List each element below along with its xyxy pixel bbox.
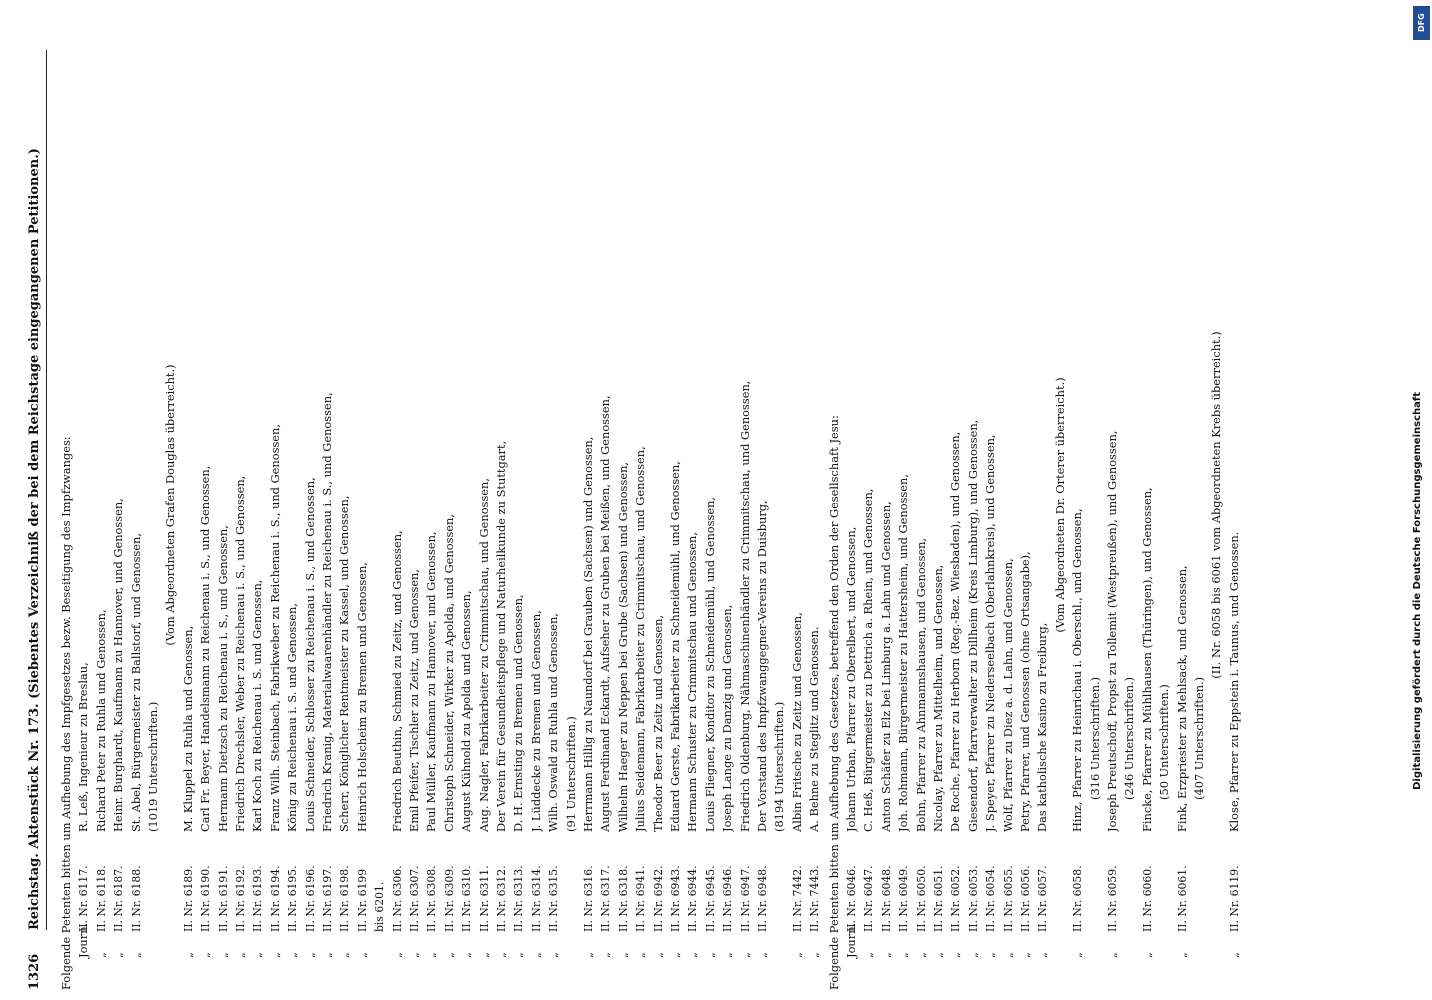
petitioner-text: Fink, Erzpriester zu Mehlsack, und Genossen, (1174, 565, 1189, 832)
petitioner-text: Aug. Nagler, Fabrikarbeiter zu Crimmitschau, und Genossen, (476, 478, 491, 832)
petition-entry (930, 10, 947, 1000)
petition-entry (878, 10, 895, 1000)
journal-marker: „ (1105, 952, 1119, 958)
submitted-by-note (1052, 10, 1069, 1000)
petitioner-text: Der Vorstand des Impfzwanggegner-Vereins zu Duisburg, (755, 500, 769, 832)
journal-number: II. Nr. 6943. (669, 865, 682, 932)
note-text: (II. Nr. 6058 bis 6061 vom Abgeordneten Krebs überreicht.) (1209, 331, 1224, 679)
journal-marker: „ (111, 952, 126, 958)
signature-count-text: (246 Unterschriften.) (1122, 676, 1137, 800)
petitioner-text: Joseph Preutschoff, Propst zu Tollemit (Westpreußen), und Genossen, (1105, 430, 1119, 832)
petitioner-text: J. Speyer, Pfarrer zu Niederseelbach (Oberlahnkreis), und Genossen, (983, 434, 998, 832)
petitioner-text: A. Behne zu Steglitz und Genossen. (807, 626, 822, 832)
petitioner-text: St. Abel, Bürgermeister zu Ballstorf, und Genossen, (128, 533, 143, 832)
journal-number: II. Nr. 6188. (129, 865, 143, 932)
petition-entry (702, 10, 719, 1000)
journal-number: II. Nr. 6315. (547, 865, 561, 932)
journal-number: II. Nr. 6195. (286, 865, 300, 932)
journal-marker: „ (598, 952, 613, 958)
petition-entry (895, 10, 912, 1000)
journal-marker: „ (896, 952, 911, 958)
petitioner-text: Heinr. Burghardt, Kaufmann zu Hannover, und Genossen, (111, 498, 126, 832)
petitioner-text: D. H. Ernsting zu Bremen und Genossen, (511, 594, 526, 832)
journal-number: II. Nr. 6196. (303, 865, 317, 932)
petition-entry (1139, 10, 1156, 1000)
signature-count-text: (91 Unterschriften.) (563, 716, 578, 832)
petition-entry (913, 10, 930, 1000)
petitioner-text: Hermann Schuster zu Crimmitschau und Genossen, (685, 532, 700, 832)
petitioner-text: König zu Reichenau i. S. und Genossen, (285, 603, 300, 832)
journal-number: II. Nr. 6055. (1001, 865, 1015, 932)
journal-marker: „ (267, 952, 282, 958)
journal-marker: „ (302, 952, 317, 958)
journal-number: II. Nr. 6192. (234, 865, 247, 932)
petitioner-text: Louis Schneider, Schlosser zu Reichenau i. S., und Genossen, (302, 477, 317, 832)
signature-count-text: (1019 Unterschriften.) (146, 701, 160, 832)
petitioner-text: Friedrich Drechsler, Weber zu Reichenau i. S., und Genossen, (233, 475, 247, 832)
journal-marker: „ (476, 952, 491, 958)
journal-number: II. Nr. 6056. (1019, 865, 1032, 932)
journal-number: II. Nr. 6118. (94, 865, 108, 932)
petition-entry (336, 10, 353, 1000)
petitioner-text: Das katholische Kasino zu Freiburg, (1035, 622, 1050, 832)
petitioner-text: Julius Seidemann, Fabrikarbeiter zu Crimmitschau, und Genossen, (633, 446, 648, 832)
petition-entry (684, 10, 701, 1000)
journal-number: II. Nr. 7442. (790, 865, 804, 932)
signature-count-text: (316 Unterschriften.) (1087, 676, 1102, 800)
journal-number: II. Nr. 6311. (477, 865, 491, 932)
journal-number: II. Nr. 6309. (442, 865, 456, 932)
journal-marker: „ (983, 952, 998, 958)
petitioner-text: Karl Koch zu Reichenau i. S. und Genossen, (250, 579, 265, 832)
petitioner-text: Friedrich Kranig, Materialwaarenhändler zu Reichenau i. S., und Genossen, (320, 392, 334, 832)
journal-number: II. Nr. 6316. (582, 865, 595, 932)
petitioner-text: Wilh. Oswald zu Ruhla und Genossen, (546, 613, 561, 832)
journal-number: II. Nr. 6942. (651, 865, 665, 932)
petition-entry (232, 10, 249, 1000)
journal-marker: „ (633, 952, 648, 958)
dfg-logo: DFG (1413, 6, 1430, 40)
journal-number: II. Nr. 6052. (949, 865, 963, 932)
signature-count (145, 10, 162, 1000)
petition-entry (545, 10, 562, 1000)
signature-count-text: (8194 Unterschriften.) (772, 701, 787, 832)
petitioner-text: R. Leß, Ingenieur zu Breslau, (76, 662, 91, 832)
petitioner-text: Herrmann Hillig zu Naundorf bei Grauben (Sachsen) und Genossen, (581, 436, 595, 832)
petitioner-text: Richard Peter zu Ruhla und Genossen, (93, 609, 108, 832)
submitted-by-note (1208, 10, 1225, 1000)
journal-marker: „ (511, 952, 526, 958)
petition-entry (843, 10, 860, 1000)
petition-entry (1000, 10, 1017, 1000)
signature-count (1156, 10, 1173, 1000)
section-intro (826, 10, 843, 1000)
journal-marker: „ (931, 952, 945, 958)
petitioner-text: Friedrich Oldenburg, Nähmaschinenhändler zu Crimmitschau, und Genossen, (737, 380, 752, 832)
page-header (26, 10, 43, 1000)
petition-entry (754, 10, 771, 1000)
journal-number: II. Nr. 6187. (112, 865, 126, 932)
journal-number: II. Nr. 6198. (338, 865, 352, 932)
journal-number: II. Nr. 6051. (932, 865, 945, 932)
journal-number: II. Nr. 6049. (897, 865, 911, 932)
journal-marker: „ (424, 952, 439, 958)
signature-count (563, 10, 580, 1000)
signature-count (1087, 10, 1104, 1000)
petition-entry (789, 10, 806, 1000)
petition-entry (597, 10, 614, 1000)
journal-marker: „ (737, 952, 752, 958)
journal-number: II. Nr. 6053. (966, 865, 980, 932)
signature-count (771, 10, 788, 1000)
journal-number: II. Nr. 6048. (879, 865, 893, 932)
journal-marker: „ (198, 952, 213, 958)
page-number: 1326 (27, 953, 42, 990)
petition-entry (510, 10, 527, 1000)
journal-marker: „ (337, 952, 352, 958)
journal-number: II. Nr. 6948. (756, 865, 769, 932)
journal-number: II. Nr. 6190. (199, 865, 213, 932)
petition-entry (93, 10, 110, 1000)
journal-marker: Journ. (76, 922, 91, 958)
rotated-text-block (0, 10, 1340, 1000)
petition-entry (302, 10, 319, 1000)
note-text: (Vom Abgeordneten Grafen Douglas überreicht.) (163, 364, 178, 646)
journal-marker: „ (1174, 952, 1189, 958)
petition-entry (197, 10, 214, 1000)
petition-entry (319, 10, 336, 1000)
page-title: Reichstag. Aktenstück Nr. 173. (Siebentes Verzeichniß der bei dem Reichstage eingegangenen Petitionen.) (27, 148, 42, 930)
petitioner-text: Petry, Pfarrer, und Genossen (ohne Ortsangabe), (1018, 551, 1032, 832)
journal-number: II. Nr. 6047. (862, 865, 876, 932)
petitioner-text: Nicolay, Pfarrer zu Mittelheim, und Genossen, (931, 564, 945, 832)
journal-number: II. Nr. 6941. (634, 865, 648, 932)
petition-entry (458, 10, 475, 1000)
journal-marker: „ (1070, 952, 1085, 958)
journal-marker: „ (233, 952, 247, 958)
petition-entry (389, 10, 406, 1000)
petitioner-text: Scherr, Königlicher Rentmeister zu Kassel, und Genossen, (337, 495, 352, 832)
petition-entry (1226, 10, 1243, 1000)
journal-marker: „ (948, 952, 963, 958)
petitioner-text: Giesendorf, Pfarrverwalter zu Dillheim (Kreis Limburg), und Genossen, (965, 419, 980, 832)
petitioner-text: Paul Müller, Kaufmann zu Hannover, und Genossen, (424, 531, 439, 832)
journal-number: II. Nr. 6054. (984, 865, 998, 932)
signature-count-text: (407 Unterschriften.) (1192, 676, 1206, 800)
title-underline (46, 50, 47, 930)
intro-text: Folgende Petenten bitten um Aufhebung des Impfgesetzes bezw. Beseitigung des Impfzwanges: (59, 436, 73, 990)
journal-number: bis 6201. (373, 881, 387, 932)
petitioner-text: Friedrich Beuthin, Schmied zu Zeitz, und Genossen, (389, 530, 404, 832)
petitioner-text: De Roche, Pfarrer zu Herborn (Reg.-Bez. Wiesbaden), und Genossen, (948, 431, 963, 832)
petition-entry (965, 10, 982, 1000)
petition-entry (1017, 10, 1034, 1000)
petitioner-text: M. Kluppel zu Ruhla und Genossen, (180, 625, 195, 832)
petition-entry (982, 10, 999, 1000)
petition-entry (1174, 10, 1191, 1000)
petition-entry (615, 10, 632, 1000)
petitioner-text: Carl Fr. Beyer, Handelsmann zu Reichenau i. S., und Genossen, (198, 465, 213, 832)
petition-entry (650, 10, 667, 1000)
journal-marker: „ (789, 952, 804, 958)
journal-marker: „ (1139, 952, 1154, 958)
journal-marker: „ (650, 952, 665, 958)
journal-marker: „ (250, 952, 265, 958)
petition-entry (580, 10, 597, 1000)
journal-number: II. Nr. 6050. (914, 865, 928, 932)
petitioner-text: Christoph Schneider, Wirker zu Apolda, und Genossen, (441, 514, 456, 832)
journal-number: II. Nr. 6059. (1106, 865, 1119, 932)
section-intro (58, 10, 75, 1000)
petitioner-text: Emil Pfeifer, Tischler zu Zeitz, und Genossen, (407, 568, 421, 832)
petitioner-text: Joseph Lange zu Danzig und Genossen, (720, 604, 735, 832)
petition-entry (215, 10, 232, 1000)
journal-marker: „ (128, 952, 143, 958)
journal-marker: „ (459, 952, 474, 958)
journal-marker: „ (755, 952, 769, 958)
petition-entry (1069, 10, 1086, 1000)
journal-marker: „ (1018, 952, 1032, 958)
journal-marker: „ (441, 952, 456, 958)
journal-marker: „ (581, 952, 595, 958)
journal-marker: „ (720, 952, 735, 958)
petition-entry (249, 10, 266, 1000)
petition-entry (284, 10, 301, 1000)
journal-number: II. Nr. 6313. (512, 865, 526, 932)
journal-number: II. Nr. 6057. (1036, 865, 1050, 932)
journal-marker: „ (407, 952, 421, 958)
journal-marker: „ (494, 952, 508, 958)
petitioner-text: Franz Wilh. Steinbach, Fabrikweber zu Reichenau i. S., und Genossen, (267, 423, 282, 832)
petition-entry (476, 10, 493, 1000)
journal-marker: Journ. (844, 922, 858, 958)
petition-entry (441, 10, 458, 1000)
journal-marker: „ (389, 952, 404, 958)
petitioner-text: Anton Schäfer zu Elz bei Limburg a. Lahn und Genossen, (878, 501, 893, 832)
petition-entry (737, 10, 754, 1000)
journal-range-continuation (371, 10, 388, 1000)
petitioner-text: Fincke, Pfarrer zu Mühlhausen (Thüringen), und Genossen, (1139, 487, 1154, 832)
journal-marker: „ (807, 952, 822, 958)
journal-number: II. Nr. 6944. (686, 865, 700, 932)
journal-marker: „ (215, 952, 230, 958)
petitioner-text: Heinrich Holscheim zu Bremen und Genossen, (354, 562, 369, 832)
petitioner-text: Klose, Pfarrer zu Eppstein i. Taunus, und Genossen. (1226, 531, 1241, 832)
journal-number: II. Nr. 6117. (77, 865, 91, 932)
journal-number: II. Nr. 6317. (599, 865, 613, 932)
petition-entry (493, 10, 510, 1000)
petition-entry (180, 10, 197, 1000)
signature-count (1121, 10, 1138, 1000)
journal-marker: „ (285, 952, 300, 958)
journal-number: II. Nr. 6058. (1071, 865, 1085, 932)
journal-marker: „ (1035, 952, 1050, 958)
journal-marker: „ (1226, 952, 1241, 958)
note-text: (Vom Abgeordneten Dr. Orterer überreicht.) (1052, 377, 1067, 633)
journal-marker: „ (180, 952, 195, 958)
journal-number: II. Nr. 6194. (268, 865, 282, 932)
petitioner-text: Der Verein für Gesundheitspflege und Naturheilkunde zu Stuttgart, (494, 440, 508, 832)
journal-number: II. Nr. 6060. (1140, 865, 1154, 932)
petitioner-text: August Kühnold zu Apolda und Genossen, (459, 590, 474, 832)
journal-marker: „ (685, 952, 700, 958)
petitioner-text: Wolf, Pfarrer zu Diez a. d. Lahn, und Genossen, (1000, 558, 1015, 832)
journal-number: II. Nr. 6314. (529, 865, 543, 932)
petitioner-text: Johann Urban, Pfarrer zu Oberelbert, und Genossen, (844, 526, 858, 832)
petition-entry (632, 10, 649, 1000)
signature-count (1191, 10, 1208, 1000)
petition-entry (75, 10, 92, 1000)
submitted-by-note (162, 10, 179, 1000)
petition-entry (110, 10, 127, 1000)
journal-number: II. Nr. 6318. (616, 865, 630, 932)
petition-entry (528, 10, 545, 1000)
petition-entry (947, 10, 964, 1000)
petitioner-text: Eduard Gerste, Fabrikarbeiter zu Schneidemühl, und Genossen, (668, 461, 682, 832)
petitioner-text: Hinz, Pfarrer zu Heinrichau i. Oberschl., und Genossen, (1070, 508, 1085, 832)
petition-entry (806, 10, 823, 1000)
petition-entry (1034, 10, 1051, 1000)
petition-entry (267, 10, 284, 1000)
petitioner-text: Theodor Beer zu Zeitz und Genossen, (650, 614, 665, 832)
journal-number: II. Nr. 6046. (845, 865, 858, 932)
journal-number: II. Nr. 6307. (408, 865, 421, 932)
journal-marker: „ (528, 952, 543, 958)
petitioner-text: Albin Fritsche zu Zeitz und Genossen, (789, 612, 804, 832)
petitioner-text: J. Lüddecke zu Bremen und Genossen, (528, 610, 543, 832)
journal-number: II. Nr. 6946. (721, 865, 735, 932)
journal-number: II. Nr. 6193. (251, 865, 265, 932)
petitioner-text: C. Heß, Bürgermeister zu Dettrich a. Rhein, und Genossen, (861, 488, 876, 832)
petition-entry (423, 10, 440, 1000)
petition-entry (860, 10, 877, 1000)
journal-number: II. Nr. 6119. (1227, 865, 1241, 932)
journal-number: II. Nr. 6310. (460, 865, 474, 932)
petition-entry (406, 10, 423, 1000)
journal-number: II. Nr. 6199 (355, 868, 369, 932)
journal-number: II. Nr. 6312. (495, 865, 508, 932)
journal-number: II. Nr. 6945. (703, 865, 717, 932)
journal-number: II. Nr. 6191. (216, 865, 230, 932)
petition-entry (719, 10, 736, 1000)
petitioner-text: August Ferdinand Eckardt, Aufseher zu Gruben bei Meißen, und Genossen, (598, 395, 613, 832)
journal-number: II. Nr. 6308. (425, 865, 439, 932)
journal-number: II. Nr. 6189. (181, 865, 195, 932)
journal-marker: „ (1000, 952, 1015, 958)
journal-marker: „ (702, 952, 717, 958)
journal-number: II. Nr. 6061. (1175, 865, 1189, 932)
journal-marker: „ (861, 952, 876, 958)
journal-marker: „ (965, 952, 980, 958)
petition-entry (354, 10, 371, 1000)
petitioner-text: Joh. Rohmann, Bürgermeister zu Hattersheim, und Genossen, (896, 474, 911, 832)
signature-count-text: (50 Unterschriften.) (1157, 684, 1172, 800)
journal-number: II. Nr. 7443. (808, 865, 822, 932)
journal-number: II. Nr. 6947. (738, 865, 752, 932)
petition-entry (667, 10, 684, 1000)
petition-entry (128, 10, 145, 1000)
journal-marker: „ (913, 952, 928, 958)
petitioner-text: Louis Fliegner, Konditor zu Schneidemühl, und Genossen, (702, 496, 717, 832)
journal-marker: „ (93, 952, 108, 958)
petitioner-text: Wilhelm Haeger zu Neppen bei Grube (Sachsen) und Genossen, (615, 461, 630, 832)
petitioner-text: Bohn, Pfarrer zu Ahnmannshausen, und Genossen, (913, 537, 928, 832)
journal-marker: „ (878, 952, 893, 958)
journal-marker: „ (615, 952, 630, 958)
digitization-credit: Digitalisierung gefördert durch die Deutsche Forschungsgemeinschaft (1412, 392, 1423, 790)
journal-number: II. Nr. 6306. (390, 865, 404, 932)
journal-number: II. Nr. 6197. (321, 865, 334, 932)
petition-entry (1104, 10, 1121, 1000)
journal-marker: „ (546, 952, 561, 958)
petitioner-text: Hermann Dietzsch zu Reichenau i. S., und Genossen, (215, 525, 230, 832)
intro-text: Folgende Petenten bitten um Aufhebung des Gesetzes, betreffend den Orden der Gesellschaft Jesu: (826, 415, 841, 990)
journal-marker: „ (354, 952, 369, 958)
journal-marker: „ (320, 952, 334, 958)
journal-marker: „ (668, 952, 682, 958)
